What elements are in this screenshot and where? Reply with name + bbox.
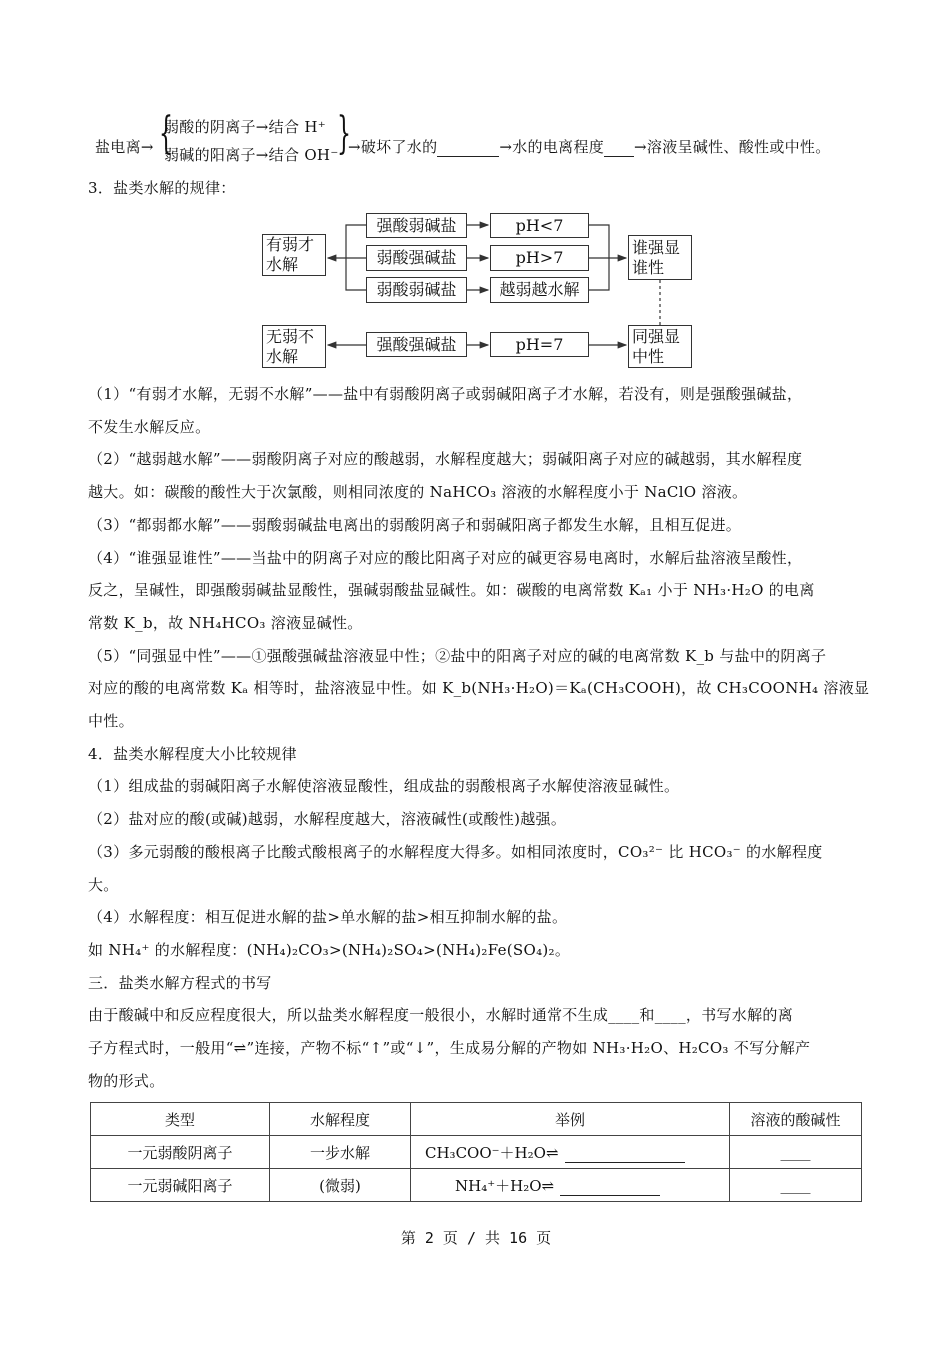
text-line: 反之，呈碱性，即强酸弱碱盐显酸性，强碱弱酸盐显碱性。如：碳酸的电离常数 Kₐ₁ 小于 NH₃·H₂O 的电离 (88, 581, 815, 600)
box-result: pH=7 (490, 332, 589, 357)
intro-suffix-b: →水的电离程度 (499, 138, 605, 156)
text-line: 4．盐类水解程度大小比较规律 (88, 744, 297, 763)
table-cell-degree: 一步水解 (270, 1136, 411, 1169)
hydrolysis-table (90, 1102, 862, 1202)
text-line: 物的形式。 (88, 1071, 165, 1090)
text-line: 中性。 (88, 712, 134, 730)
box-result: pH<7 (490, 213, 589, 238)
text-line: 对应的酸的电离常数 Kₐ 相等时，盐溶液显中性。如 K_b(NH₃·H₂O)＝Kₐ(CH₃COOH)，故 CH₃COONH₄ 溶液显 (88, 679, 870, 698)
text-line: （3）多元弱酸的酸根离子比酸式酸根离子的水解程度大得多。如相同浓度时，CO₃²⁻ 比 HCO₃⁻ 的水解程度 (88, 842, 823, 861)
text-line: （5）“同强显中性”——①强酸强碱盐溶液显中性；②盐中的阳离子对应的碱的电离常数 K_b 与盐中的阴离子 (88, 646, 827, 665)
text-line: （4）“谁强显谁性”——当盐中的阴离子对应的酸比阳离子对应的碱更容易电离时，水解后盐溶液呈酸性， (88, 548, 803, 567)
table-row (91, 1169, 862, 1202)
text-line: 如 NH₄⁺ 的水解程度：(NH₄)₂CO₃>(NH₄)₂SO₄>(NH₄)₂Fe(SO₄)₂。 (88, 940, 571, 959)
text-line: （2）“越弱越水解”——弱酸阴离子对应的酸越弱，水解程度越大；弱碱阳离子对应的碱越弱，其水解程度 (88, 450, 803, 469)
table-cell-acidity: ____ (730, 1136, 862, 1169)
box-both-strong-neutral: 同强显中性 (628, 325, 692, 368)
blank (565, 1162, 685, 1163)
intro-branch-base: 弱碱的阳离子→结合 OH⁻ (164, 146, 339, 164)
table-header: 水解程度 (270, 1103, 411, 1136)
text-line: （1）组成盐的弱碱阳离子水解使溶液显酸性，组成盐的弱酸根离子水解使溶液显碱性。 (88, 777, 680, 796)
example-equation: NH₄⁺＋H₂O⇌ (455, 1176, 555, 1195)
table-cell-example (411, 1169, 730, 1202)
table-cell-example (411, 1136, 730, 1169)
box-salt: 弱酸弱碱盐 (366, 277, 467, 303)
table-header: 类型 (91, 1103, 270, 1136)
text-line: 子方程式时，一般用“⇌”连接，产物不标“↑”或“↓”，生成易分解的产物如 NH₃·H₂O、H₂CO₃ 不写分解产 (88, 1039, 811, 1057)
text-line: （2）盐对应的酸(或碱)越弱，水解程度越大，溶液碱性(或酸性)越强。 (88, 810, 567, 829)
box-salt: 强酸弱碱盐 (366, 213, 467, 238)
diagram-connectors (0, 0, 952, 400)
text-line: 不发生水解反应。 (88, 417, 211, 436)
box-salt: 弱酸强碱盐 (366, 245, 467, 271)
text-line: 三．盐类水解方程式的书写 (88, 973, 272, 992)
text-line: 大。 (88, 875, 119, 894)
table-row (91, 1136, 862, 1169)
box-no-weak: 无弱不水解 (262, 325, 326, 368)
text-line: 越大。如：碳酸的酸性大于次氯酸，则相同浓度的 NaHCO₃ 溶液的水解程度小于 NaClO 溶液。 (88, 483, 748, 502)
intro-prefix: 盐电离→ (95, 138, 154, 156)
box-stronger-decides: 谁强显谁性 (628, 235, 692, 280)
table-header: 举例 (411, 1103, 730, 1136)
blank (560, 1195, 660, 1196)
text-line: （3）“都弱都水解”——弱酸弱碱盐电离出的弱酸阴离子和弱碱阳离子都发生水解，且相互促进。 (88, 515, 742, 534)
box-weak-hydrolyze: 有弱才水解 (262, 234, 326, 276)
table-header: 溶液的酸碱性 (730, 1103, 862, 1136)
text-line: 由于酸碱中和反应程度很大，所以盐类水解程度一般很小，水解时通常不生成____和____，书写水解的离 (88, 1006, 794, 1025)
box-result: pH>7 (490, 245, 589, 271)
page-footer: 第 2 页 / 共 16 页 (400, 1229, 552, 1247)
example-equation: CH₃COO⁻＋H₂O⇌ (425, 1143, 559, 1162)
intro-suffix-a: →破坏了水的 (348, 138, 438, 156)
text-line: （4）水解程度：相互促进水解的盐>单水解的盐>相互抑制水解的盐。 (88, 908, 568, 927)
section-3-title: 3．盐类水解的规律： (88, 179, 236, 197)
box-salt: 强酸强碱盐 (366, 332, 467, 357)
left-brace: { (159, 108, 173, 159)
intro-suffix-c: →溶液呈碱性、酸性或中性。 (634, 138, 831, 156)
table-cell-type: 一元弱碱阳离子 (91, 1169, 270, 1202)
text-line: （1）“有弱才水解，无弱不水解”——盐中有弱酸阴离子或弱碱阳离子才水解，若没有，则是强酸强碱盐， (88, 385, 803, 403)
intro-branch-acid: 弱酸的阴离子→结合 H⁺ (164, 118, 326, 136)
box-result: 越弱越水解 (490, 277, 589, 303)
table-cell-type: 一元弱酸阴离子 (91, 1136, 270, 1169)
table-cell-acidity: ____ (730, 1169, 862, 1202)
text-line: 常数 K_b，故 NH₄HCO₃ 溶液显碱性。 (88, 613, 363, 632)
right-brace: } (337, 108, 351, 159)
table-cell-degree: (微弱) (270, 1169, 411, 1202)
